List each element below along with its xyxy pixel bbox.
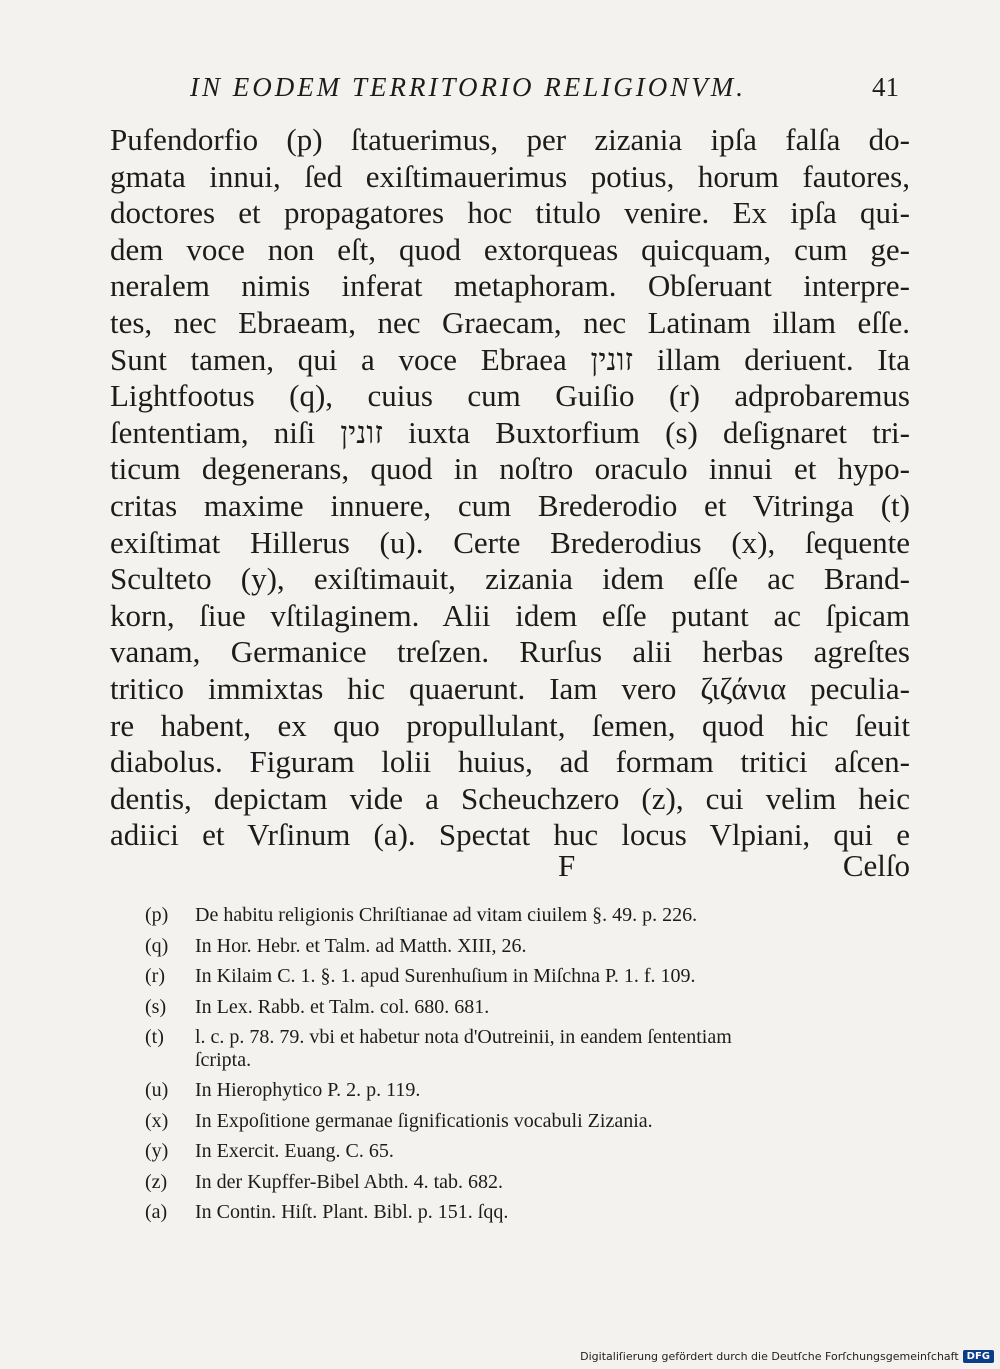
main-text — [110, 122, 910, 854]
footnote-text: De habitu religionis Chriſtianae ad vitam ciuilem §. 49. p. 226. — [195, 904, 698, 926]
text-line: ticum degenerans, quod in noſtro oraculo innui et hypo- — [110, 451, 910, 487]
footnote — [145, 1106, 925, 1137]
footnote-text: In Expoſitione germanae ſignificationis vocabuli Zizania. — [195, 1109, 653, 1132]
footnote-text: In Kilaim C. 1. §. 1. apud Surenhuſium in Miſchna P. 1. f. 109. — [195, 965, 696, 987]
footnote — [145, 992, 925, 1023]
footnote-mark: (s) — [145, 995, 167, 1018]
signature-line — [110, 848, 910, 884]
text-line: Sculteto (y), exiſtimauit, zizania idem eſſe ac Brand- — [110, 561, 910, 597]
text-line: adiici et Vrſinum (a). Spectat huc locus Vlpiani, qui e — [110, 817, 910, 853]
running-title: IN EODEM TERRITORIO RELIGIONVM. — [190, 72, 746, 102]
text-line: re habent, ex quo propullulant, ſemen, quod hic ſeuit — [110, 707, 910, 743]
dfg-logo: DFG — [963, 1350, 994, 1363]
footnote-continuation: ſcripta. — [195, 1048, 252, 1071]
text-line: tes, nec Ebraeam, nec Graecam, nec Latinam illam eſſe. — [110, 304, 910, 340]
footnotes — [145, 900, 925, 1228]
footnote-text: In Hor. Hebr. et Talm. ad Matth. XIII, 26. — [195, 934, 527, 957]
text-line: ſententiam, niſi זונין iuxta Buxtorfium (s) deſignaret tri- — [110, 414, 910, 450]
footnote — [145, 1136, 925, 1167]
footnote-text: In Lex. Rabb. et Talm. col. 680. 681. — [195, 995, 490, 1018]
footnote — [145, 961, 925, 992]
gathering-signature: F — [558, 848, 576, 883]
text-line: korn, ſiue vſtilaginem. Alii idem eſſe putant ac ſpicam — [110, 597, 910, 633]
text-line: Sunt tamen, qui a voce Ebraea זונין illam deriuent. Ita — [110, 341, 910, 377]
footnote-text: In Exercit. Euang. C. 65. — [195, 1140, 394, 1162]
text-line: vanam, Germanice treſzen. Rurſus alii herbas agreſtes — [110, 634, 910, 670]
text-line: tritico immixtas hic quaerunt. Iam vero ζιζάνια peculia- — [110, 670, 910, 706]
footnote — [145, 1167, 925, 1198]
footnote-mark: (p) — [145, 904, 169, 926]
footnote — [145, 1075, 925, 1106]
footnote-mark: (r) — [145, 965, 165, 987]
footnote-mark: (u) — [145, 1079, 169, 1101]
text-line: neralem nimis inferat metaphoram. Obſeruant interpre- — [110, 268, 910, 304]
text-line: diabolus. Figuram lolii huius, ad formam tritici aſcen- — [110, 744, 910, 780]
footnote-mark: (t) — [145, 1026, 164, 1048]
footnote-text: In der Kupffer-Bibel Abth. 4. tab. 682. — [195, 1170, 504, 1193]
footnote-mark: (z) — [145, 1170, 168, 1193]
text-line: Pufendorfio (p) ſtatuerimus, per zizania ipſa falſa do- — [110, 122, 910, 157]
page-number: 41 — [872, 72, 899, 102]
text-line: gmata innui, ſed exiſtimauerimus potius, horum fautores, — [110, 158, 910, 194]
footnote-mark: (a) — [145, 1201, 168, 1223]
catchword: Celſo — [842, 848, 910, 883]
text-line: dentis, depictam vide a Scheuchzero (z), cui velim heic — [110, 780, 910, 816]
text-line: critas maxime innuere, cum Brederodio et Vitringa (t) — [110, 487, 910, 523]
text-line: exiſtimat Hillerus (u). Certe Brederodius (x), ſequente — [110, 524, 910, 560]
text-line: doctores et propagatores hoc titulo venire. Ex ipſa qui- — [110, 195, 910, 231]
text-line: Lightfootus (q), cuius cum Guiſio (r) adprobaremus — [110, 378, 910, 414]
text-line: dem voce non eſt, quod extorqueas quicquam, cum ge- — [110, 231, 910, 267]
footnote-text: l. c. p. 78. 79. vbi et habetur nota d'Outreinii, in eandem ſententiam — [195, 1026, 732, 1048]
footnote — [145, 1197, 925, 1228]
footnote-mark: (y) — [145, 1140, 169, 1162]
footnote — [145, 931, 925, 962]
digitization-credit — [580, 1350, 994, 1363]
footnote-mark: (q) — [145, 934, 169, 957]
footnote-text: In Contin. Hiſt. Plant. Bibl. p. 151. ſqq. — [195, 1201, 509, 1223]
footnote — [145, 900, 925, 931]
footnote-mark: (x) — [145, 1109, 169, 1132]
credit-text: Digitaliſierung gefördert durch die Deutſche Forſchungsgemeinſchaft — [580, 1350, 959, 1363]
footnote-text: In Hierophytico P. 2. p. 119. — [195, 1079, 421, 1101]
